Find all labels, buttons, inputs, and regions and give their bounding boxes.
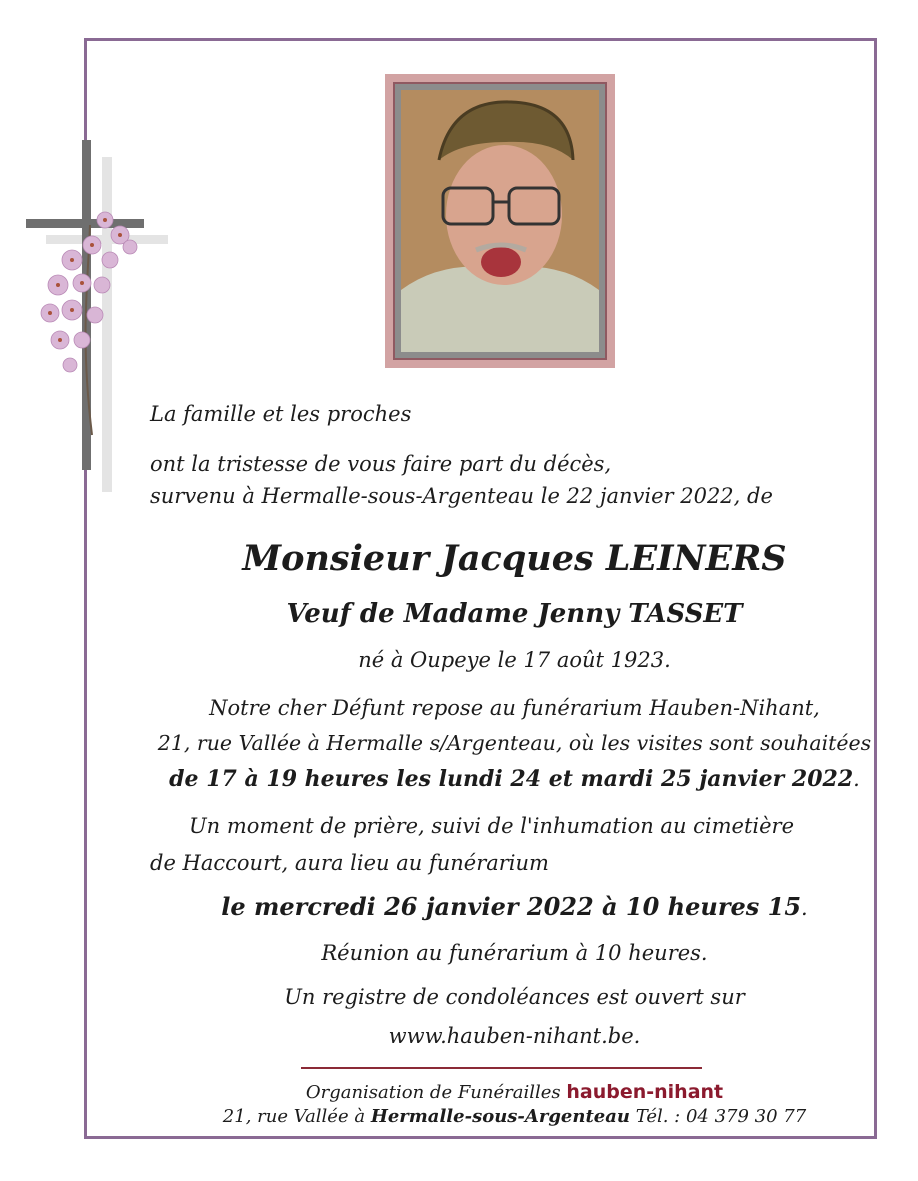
footer-city: Hermalle-sous-Argenteau: [370, 1106, 630, 1127]
footer-phone: Tél. : 04 379 30 77: [635, 1106, 807, 1127]
footer-org: [118, 1081, 911, 1104]
brand-logo: hauben-nihant: [566, 1081, 724, 1103]
portrait-frame: [385, 74, 615, 368]
registry-line-1: Un registre de condoléances est ouvert sur: [284, 985, 745, 1009]
intro-line-3: survenu à Hermalle-sous-Argenteau le 22 janvier 2022, de: [150, 484, 773, 508]
ceremony-line-2: de Haccourt, aura lieu au funérarium: [150, 851, 549, 875]
widow-line: Veuf de Madame Jenny TASSET: [286, 599, 743, 629]
visits-line: de 17 à 19 heures les lundi 24 et mardi 25 janvier 2022.: [169, 766, 860, 792]
birth-line: né à Oupeye le 17 août 1923.: [358, 648, 671, 672]
footer-address: 21, rue Vallée à Hermalle-sous-Argenteau Tél. : 04 379 30 77: [222, 1106, 807, 1127]
cross-with-orchids-icon: [20, 135, 180, 495]
registry-link[interactable]: www.hauben-nihant.be.: [388, 1024, 641, 1048]
deceased-name: Monsieur Jacques LEINERS: [242, 538, 787, 579]
ceremony-date-line: le mercredi 26 janvier 2022 à 10 heures 15.: [221, 892, 808, 921]
footer-org-label: Organisation de Funérailles: [305, 1082, 561, 1103]
ceremony-date: le mercredi 26 janvier 2022 à 10 heures 15: [221, 892, 802, 921]
visits-dates: de 17 à 19 heures les lundi 24 et mardi 25 janvier 2022: [169, 766, 854, 792]
intro-line-1: La famille et les proches: [150, 402, 412, 426]
rest-line-2: 21, rue Vallée à Hermalle s/Argenteau, où les visites sont souhaitées: [157, 731, 872, 755]
footer-divider: [301, 1067, 702, 1069]
ceremony-line-1: Un moment de prière, suivi de l'inhumation au cimetière: [188, 814, 795, 838]
portrait-photo: [401, 90, 599, 352]
rest-line-1: Notre cher Défunt repose au funérarium Hauben-Nihant,: [209, 696, 820, 720]
intro-line-2: ont la tristesse de vous faire part du décès,: [150, 452, 612, 476]
meeting-line: Réunion au funérarium à 10 heures.: [321, 941, 708, 965]
